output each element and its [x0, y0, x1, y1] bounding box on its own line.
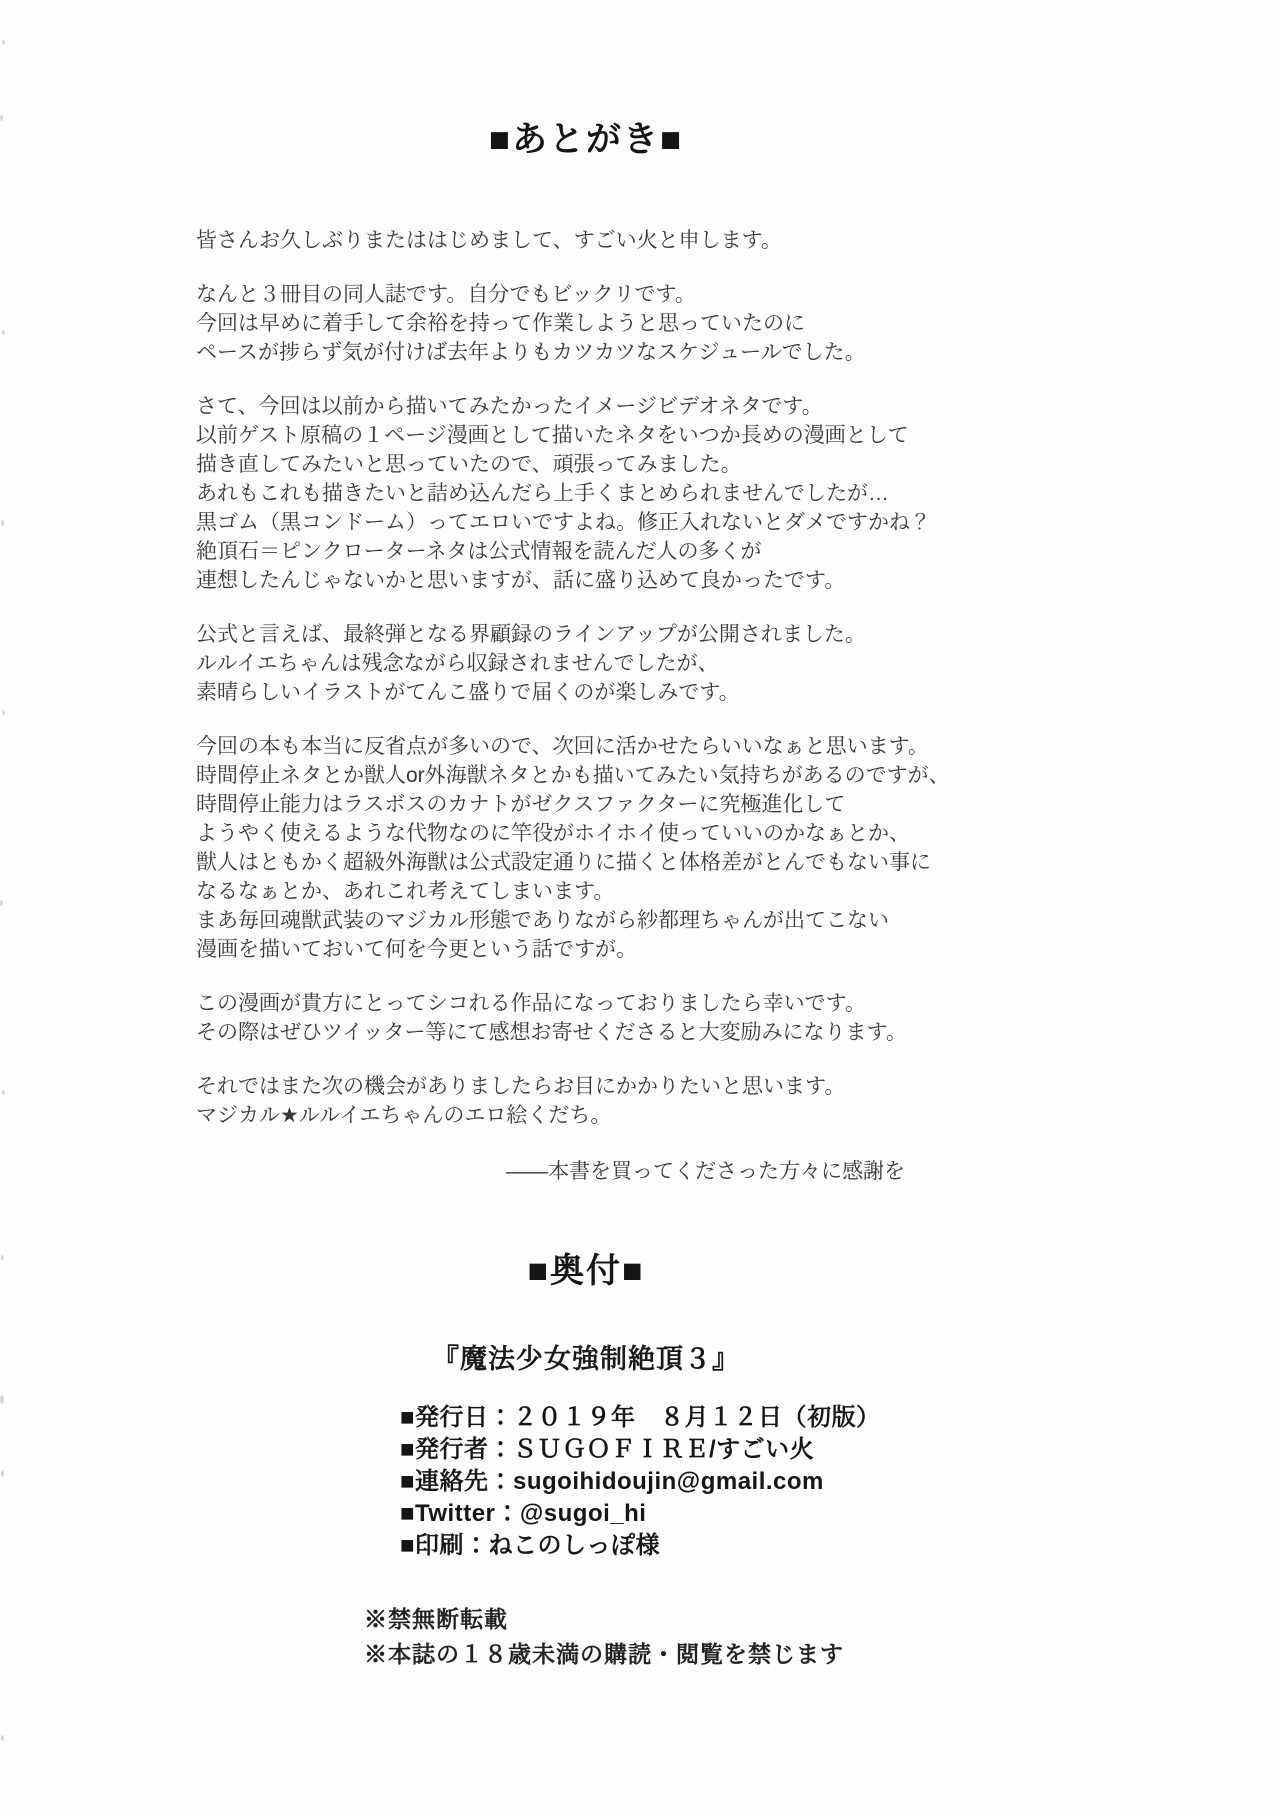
- afterword-paragraph: [196, 620, 956, 707]
- afterword-line: まあ毎回魂獣武装のマジカル形態でありながら紗都理ちゃんが出てこない: [196, 909, 889, 932]
- scan-speckle: [1, 1255, 4, 1260]
- afterword-paragraph: [196, 1072, 956, 1130]
- colophon-entry: ■発行者：ＳＵＧＯＦＩＲＥ/すごい火: [400, 1436, 815, 1463]
- colophon-entry: ■印刷：ねこのしっぽ様: [400, 1532, 660, 1559]
- colophon-entry: ■発行日：２０１９年 ８月１２日（初版）: [400, 1404, 881, 1431]
- scan-speckle: [1, 520, 4, 526]
- afterword-line: 以前ゲスト原稿の１ページ漫画として描いたネタをいつか長めの漫画として: [196, 424, 909, 447]
- colophon-note: ※本誌の１８歳未満の購読・閲覧を禁じます: [364, 1642, 844, 1667]
- book-title: 『魔法少女強制絶頂３』: [432, 1344, 740, 1374]
- afterword-line: 公式と言えば、最終弾となる界顧録のラインアップが公開されました。: [196, 623, 866, 646]
- afterword-signature: ――本書を買ってくださった方々に感謝を: [506, 1160, 905, 1183]
- afterword-line: あれもこれも描きたいと詰め込んだら上手くまとめられませんでしたが…: [196, 482, 889, 505]
- afterword-title: ■あとがき■: [488, 120, 684, 159]
- afterword-line: マジカル★ルルイエちゃんのエロ絵くだち。: [196, 1104, 612, 1127]
- afterword-line: それではまた次の機会がありましたらお目にかかりたいと思います。: [196, 1075, 846, 1098]
- scan-speckle: [2, 1090, 5, 1095]
- afterword-line: 描き直してみたいと思っていたので、頑張ってみました。: [196, 453, 742, 476]
- afterword-line: さて、今回は以前から描いてみたかったイメージビデオネタです。: [196, 395, 823, 418]
- afterword-line: この漫画が貴方にとってシコれる作品になっておりましたら幸いです。: [196, 992, 866, 1015]
- afterword-line: その際はぜひツイッター等にて感想お寄せくださると大変励みになります。: [196, 1021, 907, 1044]
- afterword-line: 今回の本も本当に反省点が多いので、次回に活かせたらいいなぁと思います。: [196, 735, 929, 758]
- afterword-line: ルルイエちゃんは残念ながら収録されませんでしたが、: [196, 652, 719, 675]
- afterword-paragraph: [196, 226, 956, 255]
- afterword-line: ようやく使えるような代物なのに竿役がホイホイ使っていいのかなぁとか、: [196, 822, 910, 845]
- afterword-line: 時間停止能力はラスボスのカナトがゼクスファクターに究極進化して: [196, 793, 846, 816]
- scan-speckle: [1, 1735, 4, 1741]
- afterword-line: 漫画を描いておいて何を今更という話ですが。: [196, 938, 637, 961]
- afterword-line: 素晴らしいイラストがてんこ盛りで届くのが楽しみです。: [196, 681, 740, 704]
- afterword-paragraph: [196, 280, 956, 367]
- afterword-paragraph: [196, 392, 956, 595]
- afterword-line: ペースが捗らず気が付けば去年よりもカツカツなスケジュールでした。: [196, 341, 866, 364]
- afterword-line: 絶頂石＝ピンクローターネタは公式情報を読んだ人の多くが: [196, 540, 762, 563]
- afterword-line: 黒ゴム（黒コンドーム）ってエロいですよね。修正入れないとダメですかね？: [196, 511, 931, 534]
- afterword-line: 皆さんお久しぶりまたははじめまして、すごい火と申します。: [196, 229, 782, 252]
- scan-speckle: [2, 40, 5, 45]
- colophon-notes: [364, 1602, 1280, 1672]
- colophon-note: ※禁無断転載: [364, 1607, 508, 1632]
- colophon-entry: ■Twitter：@sugoi_hi: [400, 1500, 647, 1527]
- afterword-line: 獣人はともかく超級外海獣は公式設定通りに描くと体格差がとんでもない事に: [196, 851, 931, 874]
- scan-speckle: [2, 710, 5, 715]
- afterword-line: 時間停止ネタとか獣人or外海獣ネタとかも描いてみたい気持ちがあるのですが、: [196, 764, 950, 787]
- scan-speckle: [0, 900, 3, 906]
- scan-speckle: [1, 1470, 4, 1477]
- scan-speckle: [0, 1395, 4, 1404]
- afterword-line: なんと３冊目の同人誌です。自分でもビックリです。: [196, 283, 696, 306]
- afterword-paragraph: [196, 732, 956, 964]
- afterword-line: 今回は早めに着手して余裕を持って作業しようと思っていたのに: [196, 312, 805, 335]
- scan-speckle: [0, 115, 3, 121]
- colophon-entries: [400, 1402, 1280, 1562]
- afterword-line: なるなぁとか、あれこれ考えてしまいます。: [196, 880, 615, 903]
- afterword-body: [196, 226, 956, 1130]
- afterword-line: 連想したんじゃないかと思いますが、話に盛り込めて良かったです。: [196, 569, 846, 592]
- colophon-title: ■奥付■: [527, 1252, 645, 1290]
- scan-speckle: [2, 330, 5, 335]
- afterword-paragraph: [196, 989, 956, 1047]
- colophon-entry: ■連絡先：sugoihidoujin@gmail.com: [400, 1468, 824, 1495]
